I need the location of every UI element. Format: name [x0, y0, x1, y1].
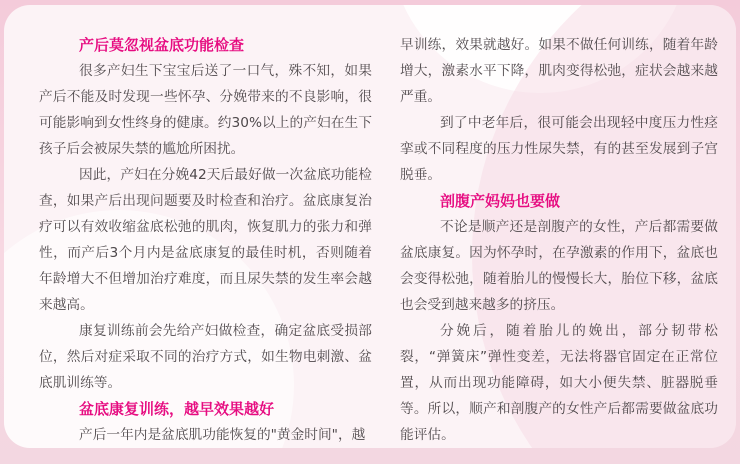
text-column-right — [400, 32, 718, 448]
body-paragraph: 分娩后，随着胎儿的娩出，部分韧带松裂，“弹簧床”弹性变差，无法将器官固定在正常位置，从而出现功能障碍，如大小便失禁、脏器脱垂等。所以，顺产和剖腹产的女性产后都需要做盆底功能评估。 — [400, 323, 718, 443]
content-card — [4, 5, 736, 448]
body-paragraph: 产后一年内是盆底肌功能恢复的"黄金时间"，越 — [79, 427, 366, 443]
body-paragraph: 因此，产妇在分娩42天后最好做一次盆底功能检查，如果产后出现问题要及时检查和治疗。盆底康复治疗可以有效收缩盆底松弛的肌肉，恢复肌力的张力和弹性，而产后3个月内是盆底康复的最佳时机，否则随着年龄增大不但增加治疗难度，而且尿失禁的发生率会越来越高。 — [39, 167, 372, 313]
text-column-left — [39, 32, 372, 448]
section-heading: 盆底康复训练，越早效果越好 — [79, 400, 275, 418]
body-paragraph: 康复训练前会先给产妇做检查，确定盆底受损部位，然后对症采取不同的治疗方式，如生物电刺激、盆底肌训练等。 — [39, 323, 372, 391]
body-paragraph: 很多产妇生下宝宝后送了一口气，殊不知，如果产后不能及时发现一些怀孕、分娩带来的不良影响，很可能影响到女性终身的健康。约30%以上的产妇在生下孩子后会被尿失禁的尴尬所困扰。 — [39, 63, 372, 157]
body-paragraph: 早训练，效果就越好。如果不做任何训练，随着年龄增大，激素水平下降，肌肉变得松弛，症状会越来越严重。 — [400, 37, 718, 105]
section-heading: 产后莫忽视盆底功能检查 — [79, 36, 245, 54]
section-heading: 剖腹产妈妈也要做 — [440, 192, 561, 210]
body-paragraph: 到了中老年后，很可能会出现轻中度压力性痉挛或不同程度的压力性尿失禁，有的甚至发展到子宫脱垂。 — [400, 115, 718, 183]
body-paragraph: 不论是顺产还是剖腹产的女性，产后都需要做盆底康复。因为怀孕时，在孕激素的作用下，盆底也会变得松弛，随着胎儿的慢慢长大，胎位下移，盆底也会受到越来越多的挤压。 — [400, 219, 718, 313]
